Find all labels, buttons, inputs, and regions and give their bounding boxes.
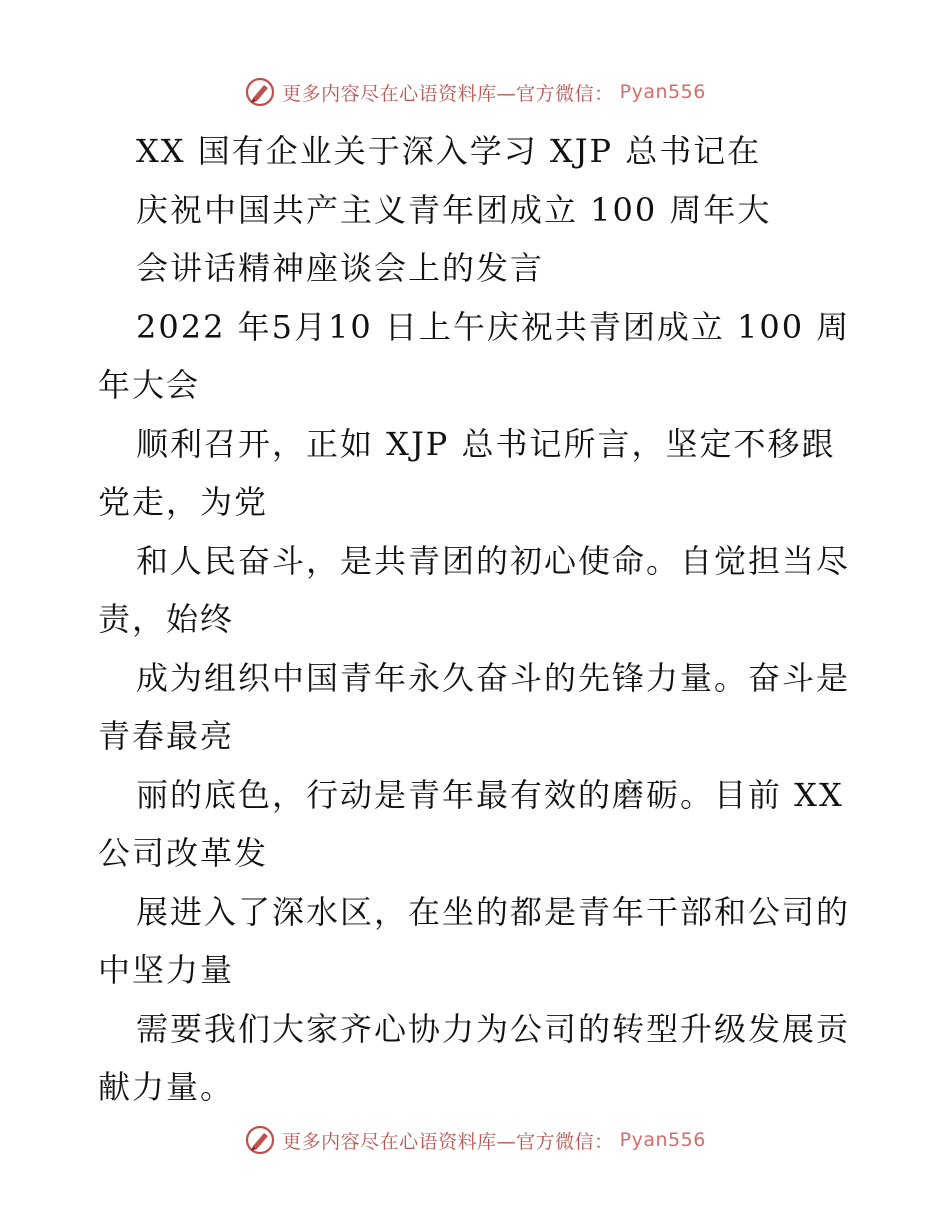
pen-logo-icon [244,1124,276,1156]
paragraph-line: 党走，为党 [98,483,269,521]
paragraph-line: 和人民奋斗，是共青团的初心使命。自觉担当尽 [136,541,851,580]
paragraph-line: 公司改革发 [98,834,269,872]
footer-banner-text: 更多内容尽在心语资料库—官方微信： [282,1130,614,1153]
paragraph-line: 需要我们大家齐心协力为公司的转型升级发展贡 [136,1009,851,1048]
paragraph-line: 责，始终 [98,600,235,638]
paragraph-line: 中坚力量 [98,951,235,989]
paragraph-line: 顺利召开，正如 XJP 总书记所言，坚定不移跟 [136,424,836,463]
footer-wechat-id: Pyan556 [619,1129,706,1151]
paragraph-line: 丽的底色，行动是青年最有效的磨砺。目前 XX [136,775,844,814]
paragraph-line: 展进入了深水区，在坐的都是青年干部和公司的 [136,892,851,931]
title-line: 会讲话精神座谈会上的发言 [136,249,545,287]
header-wechat-id: Pyan556 [619,81,706,103]
document-body [98,122,858,1117]
title-line: XX 国有企业关于深入学习 XJP 总书记在 [136,132,762,170]
paragraph-line: 成为组织中国青年永久奋斗的先锋力量。奋斗是 [136,658,851,697]
footer-banner [0,1120,950,1160]
header-banner [0,72,950,112]
header-banner-text: 更多内容尽在心语资料库—官方微信： [282,82,614,105]
pen-logo-icon [244,76,276,108]
paragraph-line: 青春最亮 [98,717,235,755]
title-line: 庆祝中国共产主义青年团成立 100 周年大 [136,190,772,229]
paragraph-line: 年大会 [98,366,201,404]
paragraph-line: 献力量。 [98,1068,235,1106]
paragraph-line: 2022 年5月10 日上午庆祝共青团成立 100 周 [136,307,851,346]
